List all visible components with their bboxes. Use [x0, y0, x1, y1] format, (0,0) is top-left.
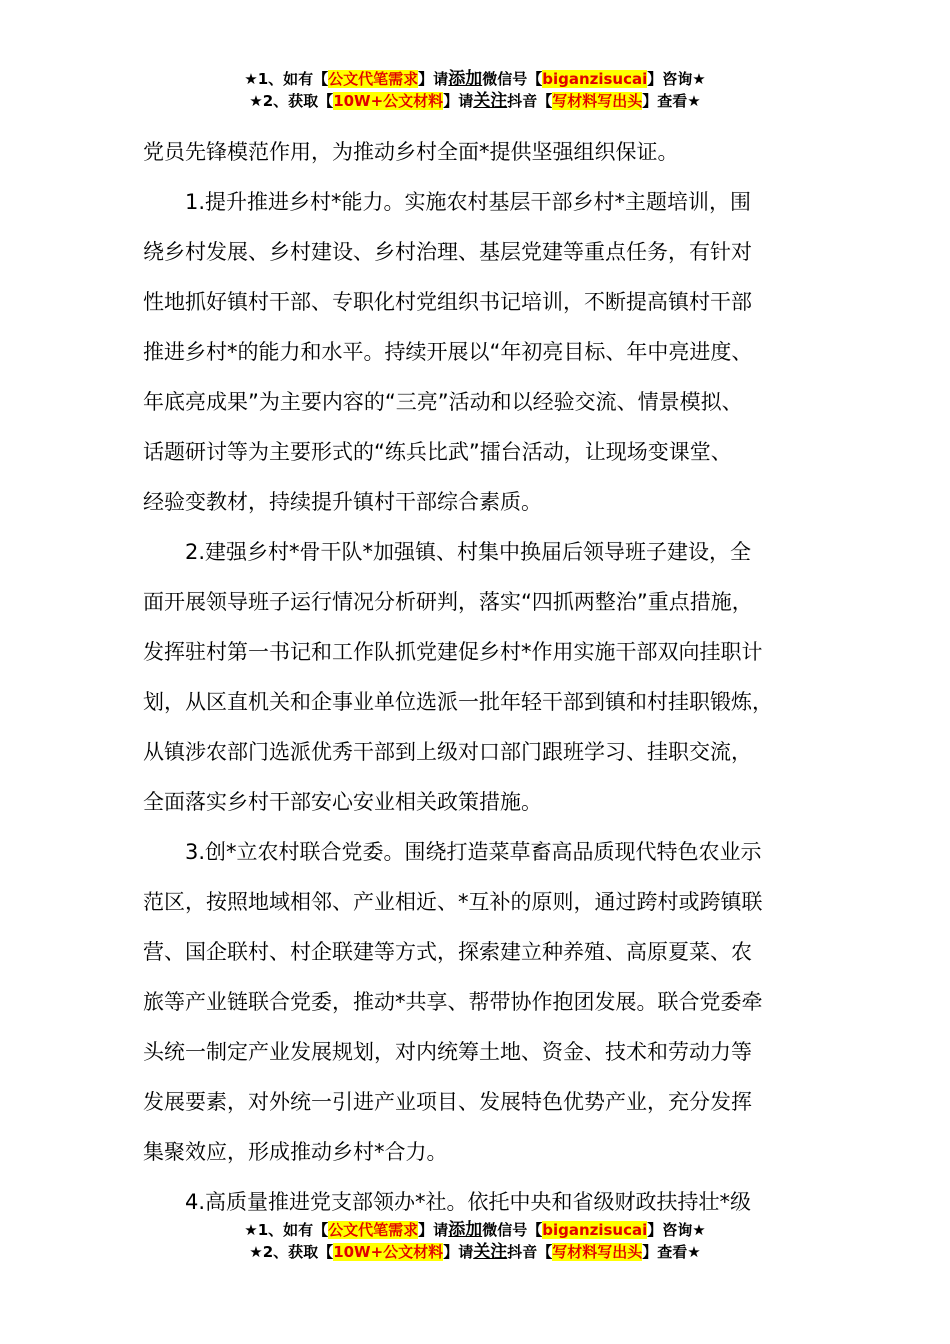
- text-line: 旅等产业链联合党委，推动*共享、帮带协作抱团发展。联合党委牵: [143, 990, 763, 1014]
- promo-text: 微信号【: [482, 70, 543, 88]
- promo-text: 】请: [418, 1221, 449, 1239]
- document-body: [143, 127, 833, 1227]
- text-line: 发展要素，对外统一引进产业项目、发展特色优势产业，充分发挥: [143, 1090, 752, 1114]
- promo-line-2: [0, 90, 950, 112]
- promo-text: ★1、如有【: [244, 70, 329, 88]
- promo-underlined: 添加: [448, 69, 483, 89]
- text-line: 发挥驻村第一书记和工作队抓党建促乡村*作用实施干部双向挂职计: [143, 640, 763, 664]
- douyin-account-highlight: 写材料写出头: [552, 1243, 643, 1261]
- promo-text: ★1、如有【: [244, 1221, 329, 1239]
- text-line: 推进乡村*的能力和水平。持续开展以“年初亮目标、年中亮进度、: [143, 340, 753, 364]
- text-line: 集聚效应，形成推动乡村*合力。: [143, 1140, 448, 1164]
- text-line: 性地抓好镇村干部、专职化村党组织书记培训，不断提高镇村干部: [143, 290, 752, 314]
- wechat-id-highlight: biganzisucai: [542, 70, 648, 88]
- text-line: 年底亮成果”为主要内容的“三亮”活动和以经验交流、情景模拟、: [143, 390, 743, 414]
- text-line: 划，从区直机关和企事业单位选派一批年轻干部到镇和村挂职锻炼，: [143, 690, 773, 714]
- promo-text: 】咨询★: [647, 70, 706, 88]
- promo-text: 】查看★: [642, 1243, 701, 1261]
- promo-text: 】请: [443, 1243, 474, 1261]
- promo-text: ★2、获取【: [249, 92, 334, 110]
- promo-text: 抖音【: [507, 92, 553, 110]
- text-line: 4.高质量推进党支部领办*社。依托中央和省级财政扶持壮*级: [185, 1190, 752, 1214]
- promo-line-1: [0, 1219, 950, 1241]
- text-line: 从镇涉农部门选派优秀干部到上级对口部门跟班学习、挂职交流，: [143, 740, 752, 764]
- paragraph-2: [143, 527, 833, 827]
- promo-line-1: [0, 68, 950, 90]
- paragraph-3: [143, 827, 833, 1177]
- promo-underlined: 添加: [448, 1220, 483, 1240]
- text-line: 话题研讨等为主要形式的“练兵比武”擂台活动，让现场变课堂、: [143, 440, 732, 464]
- wechat-id-highlight: biganzisucai: [542, 1221, 648, 1239]
- text-line: 营、国企联村、村企联建等方式，探索建立种养殖、高原夏菜、农: [143, 940, 752, 964]
- douyin-account-highlight: 写材料写出头: [552, 92, 643, 110]
- promo-text: ★2、获取【: [249, 1243, 334, 1261]
- promo-underlined: 关注: [473, 91, 508, 111]
- promo-text: 】查看★: [642, 92, 701, 110]
- bottom-promo-banner: [0, 1219, 950, 1263]
- text-line: 党员先锋模范作用，为推动乡村全面*提供坚强组织保证。: [143, 140, 679, 164]
- promo-text: 微信号【: [482, 1221, 543, 1239]
- text-line: 经验变教材，持续提升镇村干部综合素质。: [143, 490, 542, 514]
- top-promo-banner: [0, 68, 950, 112]
- text-line: 3.创*立农村联合党委。围绕打造菜草畜高品质现代特色农业示: [185, 840, 762, 864]
- paragraph-intro: [143, 127, 833, 177]
- text-line: 绕乡村发展、乡村建设、乡村治理、基层党建等重点任务，有针对: [143, 240, 752, 264]
- promo-text: 】请: [418, 70, 449, 88]
- text-line: 头统一制定产业发展规划，对内统筹土地、资金、技术和劳动力等: [143, 1040, 752, 1064]
- promo-text: 】请: [443, 92, 474, 110]
- promo-highlight: 公文代笔需求: [328, 70, 419, 88]
- text-line: 全面落实乡村干部安心安业相关政策措施。: [143, 790, 542, 814]
- promo-text: 抖音【: [507, 1243, 553, 1261]
- promo-text: 】咨询★: [647, 1221, 706, 1239]
- text-line: 2.建强乡村*骨干队*加强镇、村集中换届后领导班子建设，全: [185, 540, 752, 564]
- promo-line-2: [0, 1241, 950, 1263]
- promo-underlined: 关注: [473, 1242, 508, 1262]
- text-line: 范区，按照地域相邻、产业相近、*互补的原则，通过跨村或跨镇联: [143, 890, 763, 914]
- paragraph-1: [143, 177, 833, 527]
- promo-highlight: 10W+公文材料: [333, 92, 444, 110]
- text-line: 面开展领导班子运行情况分析研判，落实“四抓两整治”重点措施，: [143, 590, 753, 614]
- promo-highlight: 公文代笔需求: [328, 1221, 419, 1239]
- text-line: 1.提升推进乡村*能力。实施农村基层干部乡村*主题培训，围: [185, 190, 752, 214]
- promo-highlight: 10W+公文材料: [333, 1243, 444, 1261]
